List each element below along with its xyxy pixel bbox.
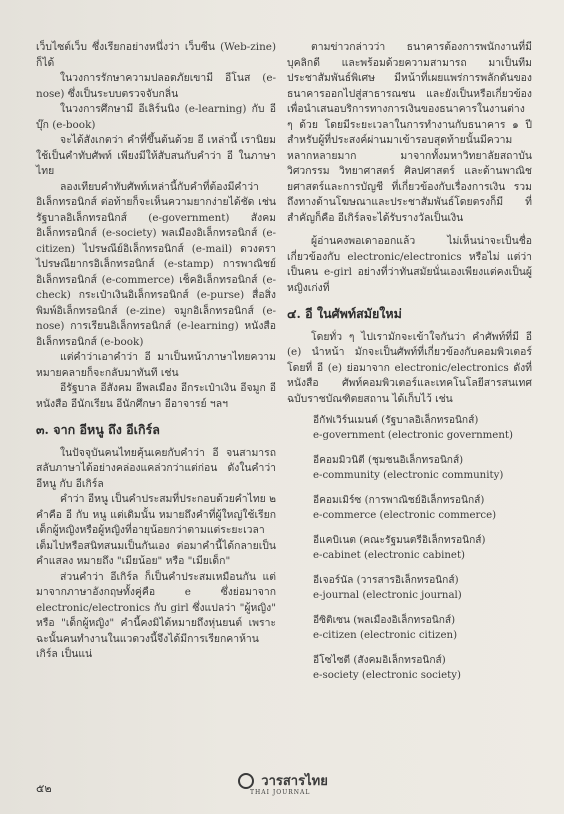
journal-logo — [228, 770, 338, 796]
term-thai: อีกัฟเวิร์นเมนต์ (รัฐบาลอิเล็กทรอนิกส์) — [313, 415, 479, 426]
term-thai: อีซิติเซน (พลเมืองอิเล็กทรอนิกส์) — [313, 615, 456, 626]
paragraph: แต่คำว่าเอาคำว่า อี มาเป็นหน้าภาษาไทยความหมายคลายก็จะกลับมาทันที เช่น — [36, 351, 276, 379]
term-thai: อีเจอร์นัล (วารสารอิเล็กทรอนิกส์) — [313, 575, 459, 586]
logo-icon — [238, 773, 254, 789]
term-english: e-commerce (electronic commerce) — [313, 510, 497, 521]
section-heading: ๓. จาก อีหนู ถึง อีเกิร์ล — [36, 422, 160, 437]
right-column — [287, 40, 532, 693]
list-item — [313, 653, 532, 683]
term-english: e-journal (electronic journal) — [313, 590, 462, 601]
term-english: e-cabinet (electronic cabinet) — [313, 550, 466, 561]
list-item — [313, 533, 532, 563]
paragraph: โดยทั่ว ๆ ไปเรามักจะเข้าใจกันว่า คำศัพท์ที่มี อี (e) นำหน้า มักจะเป็นศัพท์ที่เกี่ยวข้องกับคอมพิวเตอร์ โดยที่ อี (e) ย่อมาจาก electronic/electronics ดังที่หนังสือ ศัพท์คอมพิวเตอร์และเทคโนโลยีสารสนเทศ ฉบับราชบัณฑิตยสถาน ได้เก็บไว้ เช่น — [287, 330, 532, 405]
term-thai: อีแคบิเนต (คณะรัฐมนตรีอิเล็กทรอนิกส์) — [313, 535, 486, 546]
left-column — [36, 40, 276, 663]
paragraph: เว็บไซต์เว็บ ซึ่งเรียกอย่างหนึ่งว่า เว็บซีน (Web-zine) ก็ได้ — [36, 41, 276, 69]
paragraph: ลองเทียบคำทับศัพท์เหล่านี้กับคำที่ต้องมีคำว่า อิเล็กทรอนิกส์ ต่อท้ายก็จะเห็นความยากง่ายได้ชัด เช่น รัฐบาลอิเล็กทรอนิกส์ (e-government) สังคมอิเล็กทรอนิกส์ (e-society) พลเมืองอิเล็กทรอนิกส์ (e-citizen) ไปรษณีย์อิเล็กทรอนิกส์ (e-mail) ดวงตราไปรษณียากรอิเล็กทรอนิกส์ (e-stamp) การพาณิชย์อิเล็กทรอนิกส์ (e-commerce) เช็คอิเล็กทรอนิกส์ (e-check) กระเป๋าเงินอิเล็กทรอนิกส์ (e-purse) สื่อสิ่งพิมพ์อิเล็กทรอนิกส์ (e-zine) จมูกอิเล็กทรอนิกส์ (e-nose) การเรียนอิเล็กทรอนิกส์ (e-learning) หนังสืออิเล็กทรอนิกส์ (e-book) — [36, 180, 276, 348]
paragraph: ส่วนคำว่า อีเกิร์ล ก็เป็นคำประสมเหมือนกัน แต่มาจากภาษาอังกฤษทั้งคู่คือ e ซึ่งย่อมาจาก electronic/electronics กับ girl ซึ่งแปลว่า "ผู้หญิง" หรือ "เด็กผู้หญิง" คำนี้คงมิได้หมายถึงหุ่นยนต์ เพราะฉะนั้นคนทำงานในแวดวงนี้จึงได้มีการเรียกคาห้าน เกิร์ล เป็นแน่ — [36, 570, 276, 660]
list-item — [313, 453, 532, 483]
term-english: e-government (electronic government) — [313, 430, 513, 441]
term-list — [313, 413, 532, 683]
logo-name: วารสารไทย — [261, 774, 328, 789]
paragraph: จะได้สังเกตว่า คำที่ขึ้นต้นด้วย อี เหล่านี้ เรานิยมใช้เป็นคำทับศัพท์ เพียงมีให้สับสนกับคำว่า อี ในภาษาไทย — [36, 134, 276, 177]
paragraph: ในวงการศึกษามี อีเลิร์นนิง (e-learning) กับ อีบุ๊ก (e-book) — [36, 103, 276, 131]
term-thai: อีคอมมิวนิตี (ชุมชนอิเล็กทรอนิกส์) — [313, 455, 464, 466]
list-item — [313, 493, 532, 523]
logo-subtitle: THAI JOURNAL — [250, 789, 311, 796]
paragraph: ในปัจจุบันคนไทยคุ้นเคยกับคำว่า อี จนสามารถสลับภาษาได้อย่างคล่องแคล่วกว่าแต่ก่อน ดังในคำว่า อีหนู กับ อีเกิร์ล — [36, 446, 276, 490]
section-heading: ๔. อี ในศัพท์สมัยใหม่ — [287, 306, 402, 321]
list-item — [313, 613, 532, 643]
list-item — [313, 413, 532, 443]
term-english: e-community (electronic community) — [313, 470, 504, 481]
term-english: e-society (electronic society) — [313, 670, 461, 681]
paragraph: ในวงการรักษาความปลอดภัยเขามี อีโนส (e-nose) ซึ่งเป็นระบบตรวจจับกลิ่น — [36, 72, 276, 100]
term-thai: อีโซไซตี (สังคมอิเล็กทรอนิกส์) — [313, 655, 446, 666]
page-number: ๕๒ — [36, 782, 52, 795]
list-item — [313, 573, 532, 603]
paragraph: อีรัฐบาล อีสังคม อีพลเมือง อีกระเป๋าเงิน อีจมูก อีหนังสือ อีนักเรียน อีนักศึกษา อีอาจารย์ ฯลฯ — [36, 382, 276, 410]
term-thai: อีคอมเมิร์ซ (การพาณิชย์อิเล็กทรอนิกส์) — [313, 495, 485, 506]
paragraph: คำว่า อีหนู เป็นคำประสมที่ประกอบด้วยคำไทย ๒ คำคือ อี กับ หนู แต่เดิมนั้น หมายถึงคำที่ผู้ใหญ่ใช้เรียกเด็กผู้หญิงหรือผู้หญิงที่อายุน้อยกว่าตามแต่ระยะเวลาเต็มไปหรือสนิทสนมเป็นกันเอง ต่อมาคำนี้ได้กลายเป็นคำแสลง หมายถึง "เมียน้อย" หรือ "เมียเด็ก" — [36, 493, 276, 567]
paragraph: ผู้อ่านคงพอเดาออกแล้ว ไม่เห็นน่าจะเป็นชื่อเกี่ยวข้องกับ electronic/electronics หรือไม่ แต่ว่าเป็นคน e-girl อย่างที่ว่าทันสมัยนั่นเองเพียงแต่คงเป็นผู้หญิงเก่งที่ — [287, 235, 532, 294]
paragraph: ตามข่าวกล่าวว่า ธนาคารต้องการพนักงานที่มีบุคลิกดี และพร้อมด้วยความสามารถ มาเป็นทีมประชาสัมพันธ์พิเศษ มีหน้าที่เผยแพร่การพลักดันของธนาคารออกไปสู่สาธารณชน และยังเป็นหรือเกี่ยวข้องเพื่อนำเสนอบริการทางการเงินของธนาคารในงานต่าง ๆ ด้วย โดยมีระยะเวลาในการทำงานกับธนาคาร ๑ ปี สำหรับผู้ที่ประสงค์ผ่านมาเข้ารอบสุดท้ายนั้นมีความหลากหลายมาก มาจากทั้งมหาวิทยาลัยสถาบันวิศวกรรม วิทยาศาสตร์ ศิลปศาสตร์ และด้านพาณิชยศาสตร์และการบัญชี ที่เกี่ยวข้องกับเรื่องการเงิน รวมถึงทางด้านโฆษณาและประชาสัมพันธ์โดยตรงก็มี ที่สำคัญก็คือ อีเกิร์ลจะได้รับรางวัลเป็นเงิน — [287, 41, 532, 224]
term-english: e-citizen (electronic citizen) — [313, 630, 458, 641]
